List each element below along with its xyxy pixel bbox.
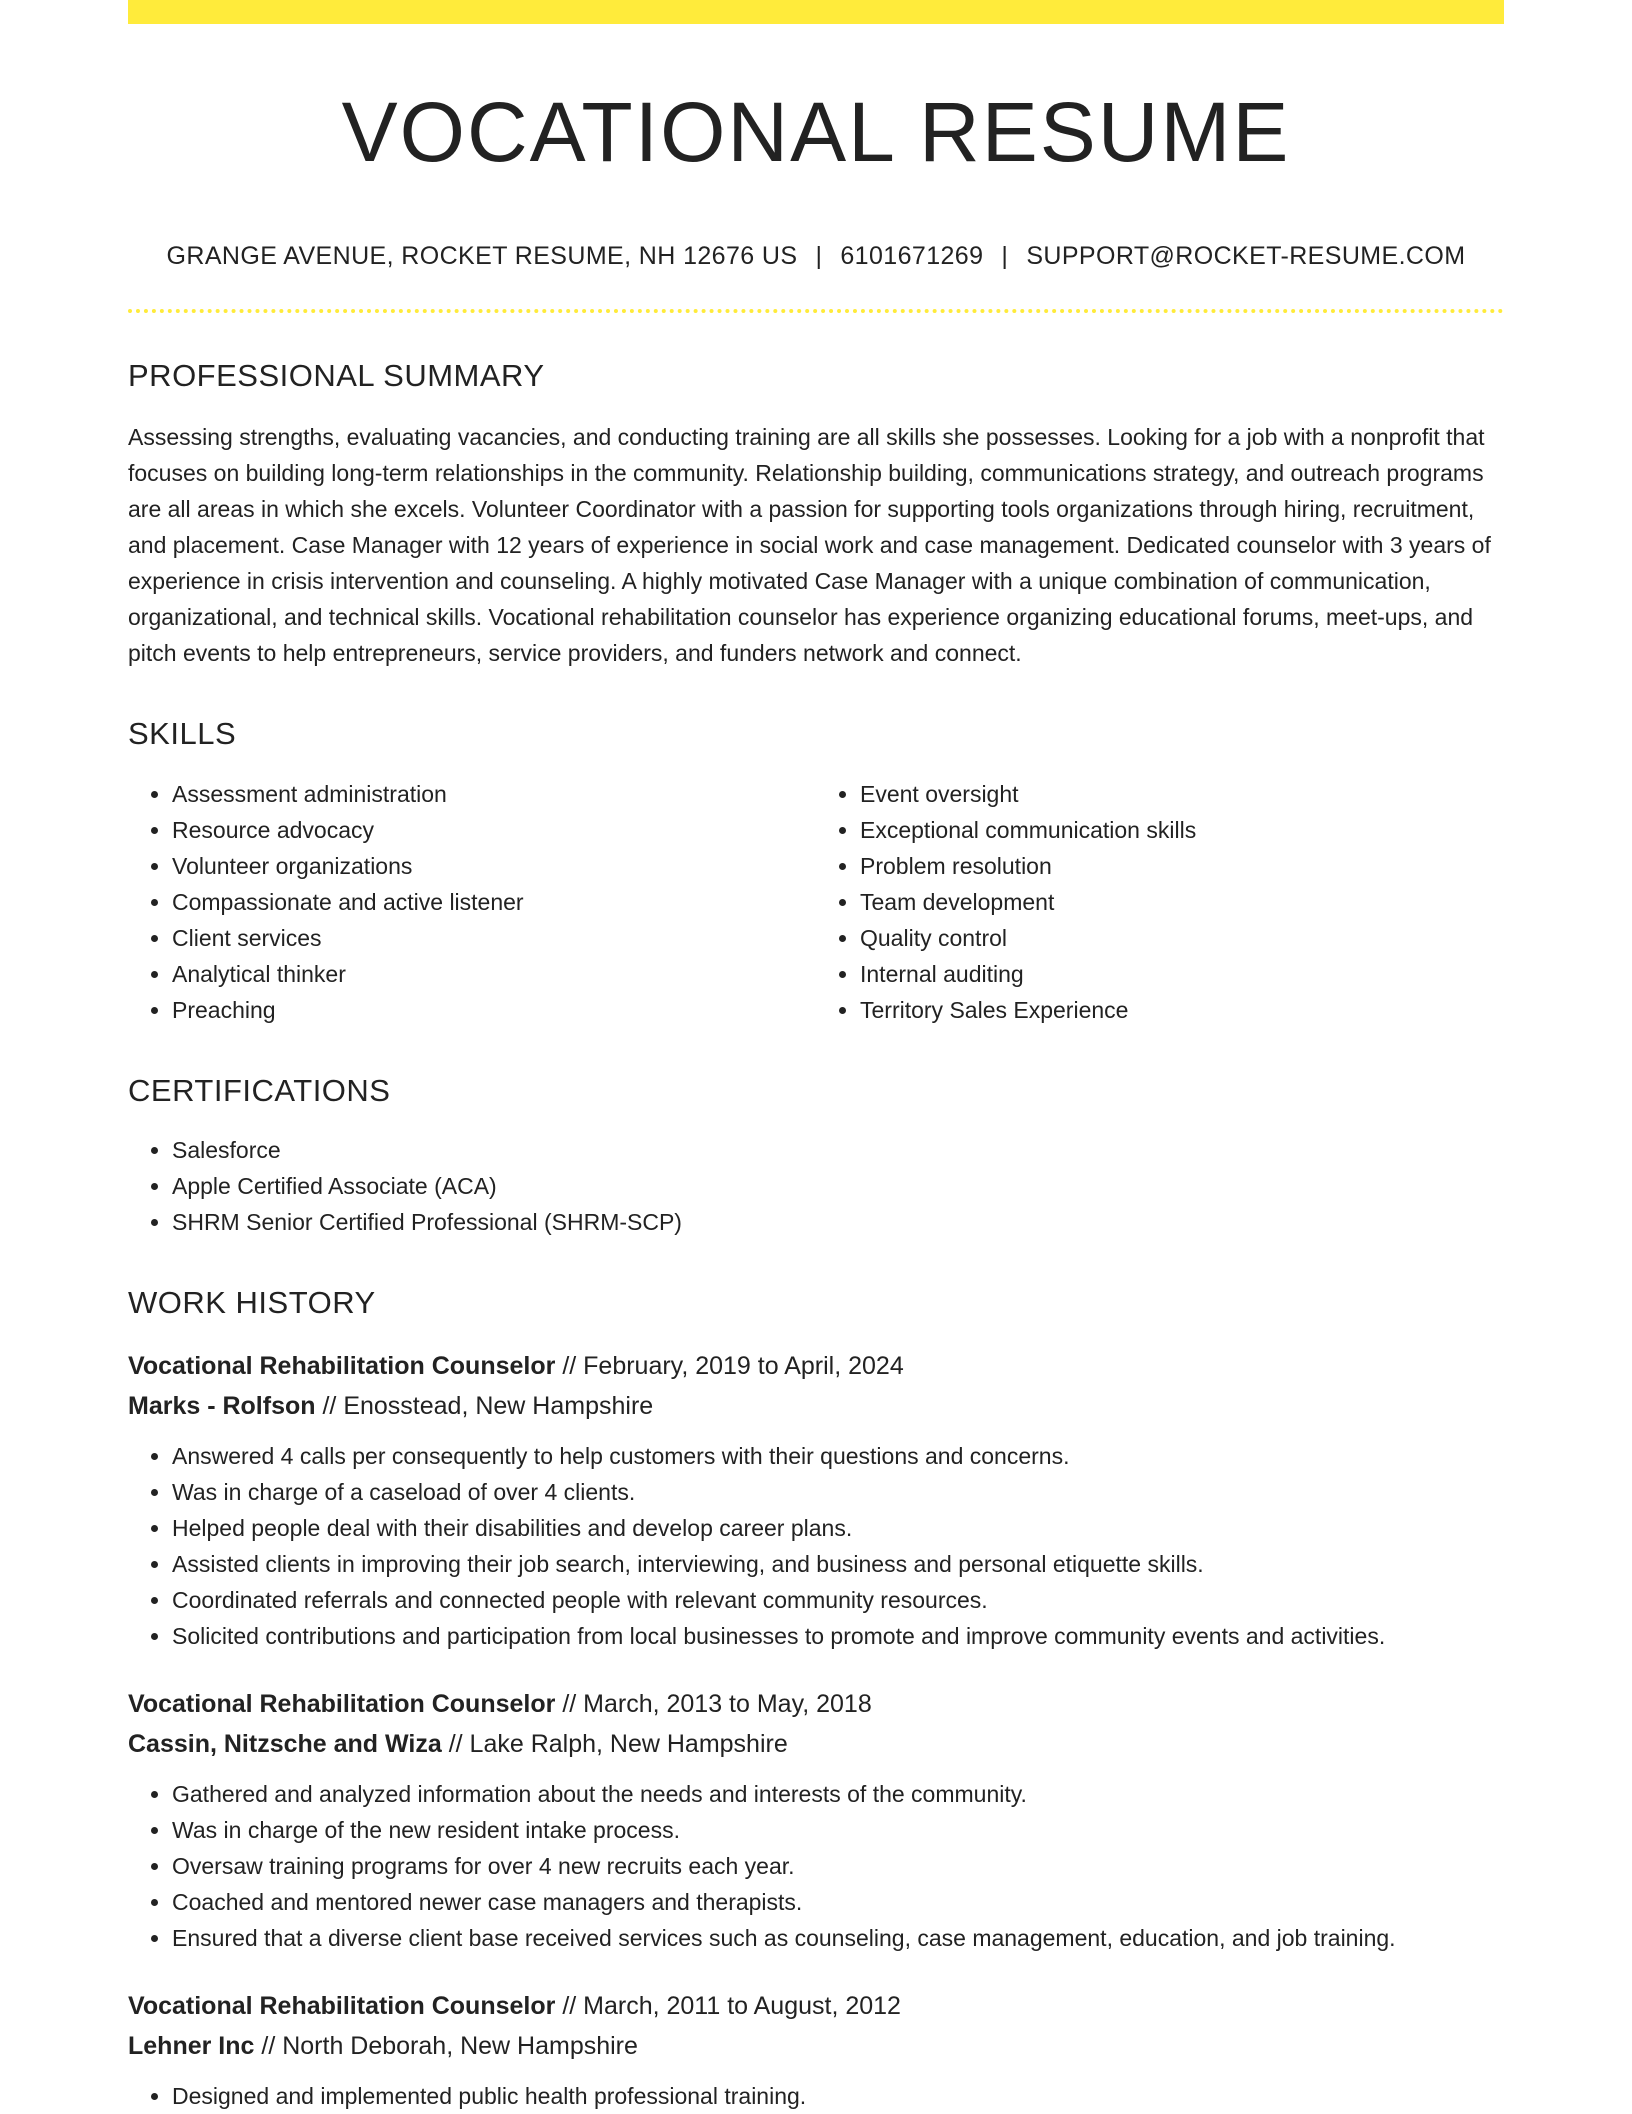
job-company: Cassin, Nitzsche and Wiza (128, 1729, 442, 1758)
job-location: // Lake Ralph, New Hampshire (448, 1729, 788, 1758)
certifications-section (128, 1074, 1504, 1240)
skill-item: • Compassionate and active listener (172, 884, 816, 920)
job-bullets (128, 2078, 1504, 2114)
job-bullets (128, 1776, 1504, 1956)
top-accent-bar (128, 0, 1504, 24)
contact-email: SUPPORT@ROCKET-RESUME.COM (1026, 242, 1466, 271)
skills-section (128, 717, 1504, 1027)
skill-item: • Event oversight (860, 776, 1504, 812)
job-dates: // March, 2011 to August, 2012 (562, 1991, 901, 2020)
certification-item: • SHRM Senior Certified Professional (SHRM-SCP) (172, 1204, 1504, 1240)
skills-left-list (128, 776, 816, 1028)
job-dates: // February, 2019 to April, 2024 (562, 1351, 904, 1380)
job-bullet: • Answered 4 calls per consequently to help customers with their questions and concerns. (172, 1438, 1504, 1474)
summary-section (128, 359, 1504, 671)
work-history-section (128, 1286, 1504, 2114)
job-title-line (128, 1346, 1504, 1386)
job-bullet: • Was in charge of the new resident intake process. (172, 1812, 1504, 1848)
skills-right-list (816, 776, 1504, 1028)
job-bullet: • Ensured that a diverse client base received services such as counseling, case management, education, and job training. (172, 1920, 1504, 1956)
certifications-heading: CERTIFICATIONS (128, 1072, 391, 1108)
job-company-line (128, 1386, 1504, 1426)
skill-item: • Exceptional communication skills (860, 812, 1504, 848)
skill-item: • Territory Sales Experience (860, 992, 1504, 1028)
job-title-line (128, 1986, 1504, 2026)
job-bullets (128, 1438, 1504, 1654)
skills-heading: SKILLS (128, 716, 237, 752)
skill-item: • Preaching (172, 992, 816, 1028)
certifications-list (128, 1132, 1504, 1240)
skills-columns (128, 776, 1504, 1028)
contact-phone: 6101671269 (840, 242, 984, 271)
job-location: // Enosstead, New Hampshire (322, 1391, 654, 1420)
summary-heading: PROFESSIONAL SUMMARY (128, 358, 545, 394)
skill-item: • Problem resolution (860, 848, 1504, 884)
work-history-heading: WORK HISTORY (128, 1284, 376, 1320)
contact-separator: | (815, 242, 823, 271)
dotted-divider (128, 309, 1504, 313)
job-bullet: • Designed and implemented public health professional training. (172, 2078, 1504, 2114)
skill-item: • Assessment administration (172, 776, 816, 812)
job-bullet: • Was in charge of a caseload of over 4 clients. (172, 1474, 1504, 1510)
job-bullet: • Coached and mentored newer case managers and therapists. (172, 1884, 1504, 1920)
contact-line (128, 242, 1504, 271)
skill-item: • Resource advocacy (172, 812, 816, 848)
contact-separator: | (1001, 242, 1009, 271)
skill-item: • Quality control (860, 920, 1504, 956)
job-title: Vocational Rehabilitation Counselor (128, 1689, 556, 1718)
skill-item: • Internal auditing (860, 956, 1504, 992)
job-title-line (128, 1684, 1504, 1724)
skill-item: • Analytical thinker (172, 956, 816, 992)
job-company-line (128, 2026, 1504, 2066)
summary-text: Assessing strengths, evaluating vacancies, and conducting training are all skills she possesses. Looking for a job with a nonprofit that focuses on building long-term relationships in the community. Relationship building, communications strategy, and outreach programs are all areas in which she excels. Volunteer Coordinator with a passion for supporting tools organizations through hiring, recruitment, and placement. Case Manager with 12 years of experience in social work and case management. Dedicated counselor with 3 years of experience in crisis intervention and counseling. A highly motivated Case Manager with a unique combination of communication, organizational, and technical skills. Vocational rehabilitation counselor has experience organizing educational forums, meet-ups, and pitch events to help entrepreneurs, service providers, and funders network and connect. (128, 424, 1491, 667)
job-dates: // March, 2013 to May, 2018 (562, 1689, 872, 1718)
job-title: Vocational Rehabilitation Counselor (128, 1351, 556, 1380)
resume-page (128, 0, 1504, 2114)
job-entry (128, 1346, 1504, 1654)
job-company-line (128, 1724, 1504, 1764)
job-company: Marks - Rolfson (128, 1391, 316, 1420)
job-bullet: • Helped people deal with their disabilities and develop career plans. (172, 1510, 1504, 1546)
skill-item: • Volunteer organizations (172, 848, 816, 884)
job-company: Lehner Inc (128, 2031, 255, 2060)
job-bullet: • Gathered and analyzed information about the needs and interests of the community. (172, 1776, 1504, 1812)
job-location: // North Deborah, New Hampshire (261, 2031, 638, 2060)
certification-item: • Salesforce (172, 1132, 1504, 1168)
job-bullet: • Oversaw training programs for over 4 new recruits each year. (172, 1848, 1504, 1884)
job-bullet: • Coordinated referrals and connected people with relevant community resources. (172, 1582, 1504, 1618)
certification-item: • Apple Certified Associate (ACA) (172, 1168, 1504, 1204)
job-bullet: • Assisted clients in improving their job search, interviewing, and business and personal etiquette skills. (172, 1546, 1504, 1582)
job-title: Vocational Rehabilitation Counselor (128, 1991, 556, 2020)
contact-address: GRANGE AVENUE, ROCKET RESUME, NH 12676 US (166, 242, 798, 271)
job-entry (128, 1986, 1504, 2114)
job-entry (128, 1684, 1504, 1956)
skill-item: • Client services (172, 920, 816, 956)
resume-title: VOCATIONAL RESUME (341, 85, 1291, 179)
job-bullet: • Solicited contributions and participation from local businesses to promote and improve community events and activities. (172, 1618, 1504, 1654)
skill-item: • Team development (860, 884, 1504, 920)
